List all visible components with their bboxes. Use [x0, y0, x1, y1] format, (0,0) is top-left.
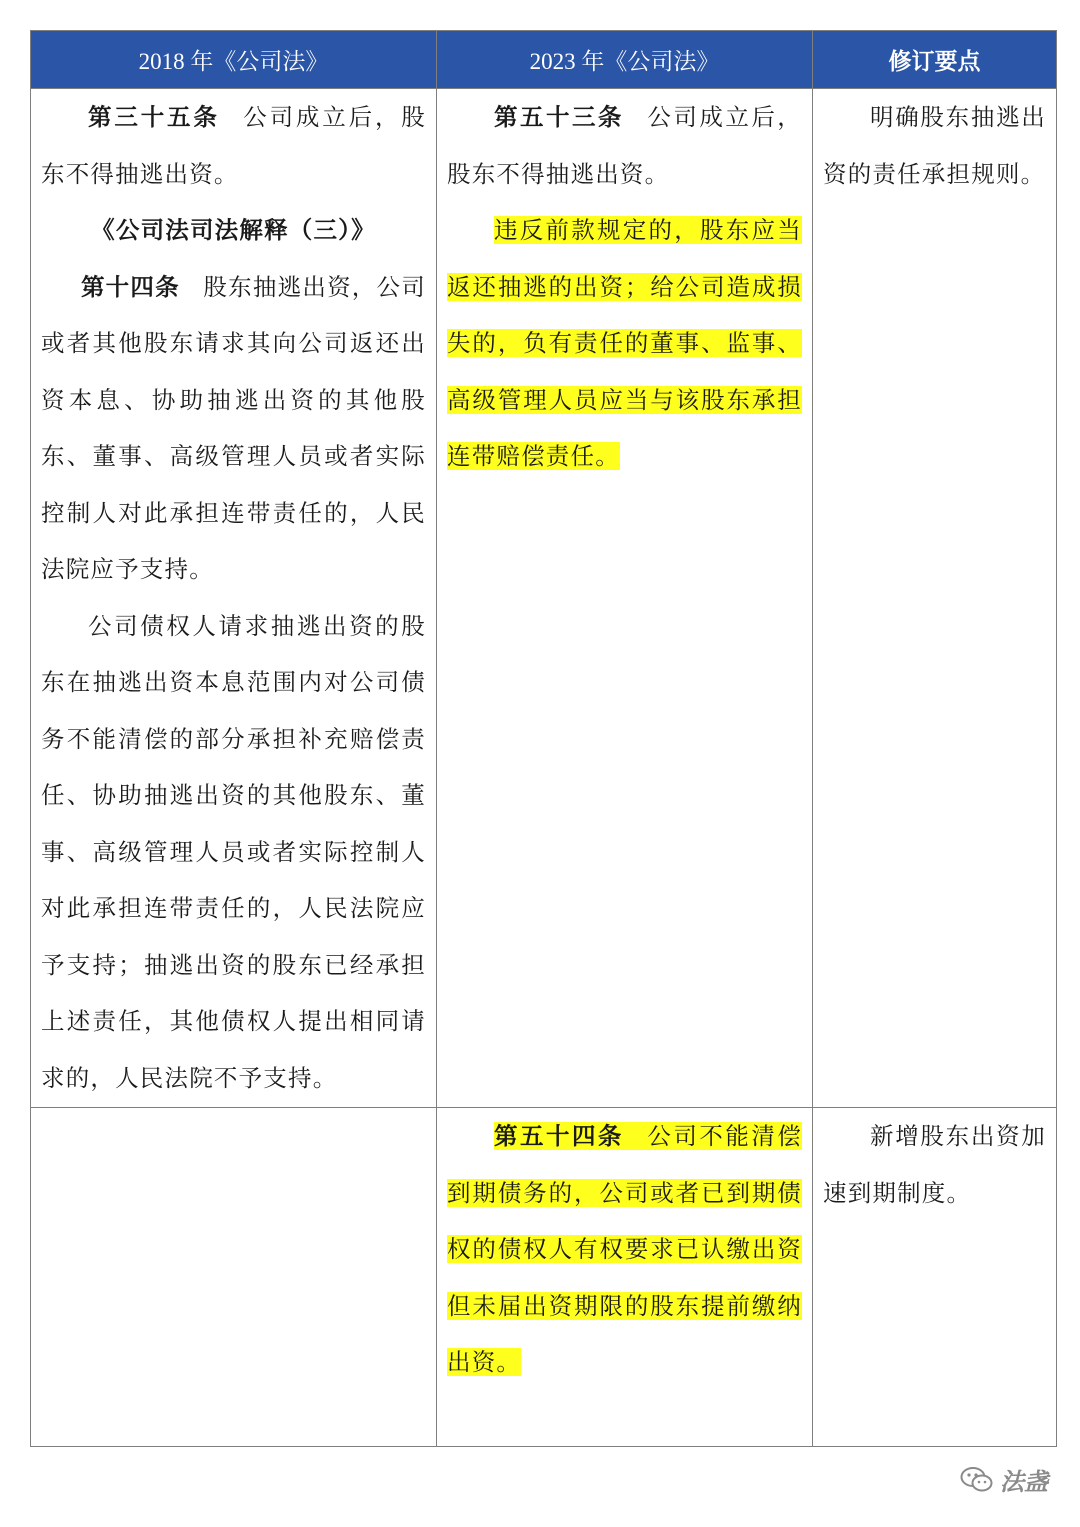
- article-number: 第三十五条: [88, 103, 220, 131]
- table-row: [31, 1108, 1057, 1447]
- old-law-cell-empty: [31, 1108, 437, 1447]
- article-text: 股东抽逃出资，公司或者其他股东请求其向公司返还出资本息、协助抽逃出资的其他股东、董事、高级管理人员或者实际控制人对此承担连带责任的，人民法院应予支持。: [41, 272, 426, 583]
- table-row: [31, 89, 1057, 1108]
- highlighted-text: 违反前款规定的，股东应当返还抽逃的出资；给公司造成损失的，负有责任的董事、监事、高级管理人员应当与该股东承担连带赔偿责任。: [447, 216, 802, 470]
- revision-note: 新增股东出资加速到期制度。: [823, 1122, 1046, 1207]
- article-text: 公司成立后，股东不得抽逃出资。: [447, 103, 803, 188]
- article-number: 第五十四条: [494, 1122, 624, 1150]
- revision-note-cell: [813, 89, 1057, 1108]
- table-header-row: [31, 31, 1057, 89]
- revision-note-cell: [813, 1108, 1057, 1447]
- header-2023-law: 2023 年《公司法》: [437, 31, 813, 89]
- new-law-cell: [437, 89, 813, 1108]
- revision-note: 明确股东抽逃出资的责任承担规则。: [823, 103, 1046, 188]
- watermark-label: 法盏: [1000, 1468, 1048, 1496]
- article-35-paragraph: [41, 89, 426, 202]
- header-revision-points: 修订要点: [813, 31, 1057, 89]
- article-14-paragraph: [41, 259, 426, 598]
- new-law-cell: [437, 1108, 813, 1447]
- law-comparison-table: [30, 30, 1057, 1447]
- article-54-paragraph: [447, 1108, 802, 1391]
- article-53-paragraph: [447, 89, 802, 202]
- article-number: 第五十三条: [494, 103, 624, 131]
- header-2018-law: 2018 年《公司法》: [31, 31, 437, 89]
- article-text: 公司成立后，股东不得抽逃出资。: [41, 103, 427, 188]
- article-53-paragraph-2: [447, 202, 802, 485]
- interpretation-title: 《公司法司法解释（三）》: [91, 216, 376, 244]
- wechat-icon: [960, 1466, 994, 1494]
- watermark: [960, 1462, 1048, 1497]
- article-number: 第十四条: [80, 272, 180, 301]
- article-14-paragraph-2: 公司债权人请求抽逃出资的股东在抽逃出资本息范围内对公司债务不能清偿的部分承担补充赔偿责任、协助抽逃出资的其他股东、董事、高级管理人员或者实际控制人对此承担连带责任的，人民法院应予支持；抽逃出资的股东已经承担上述责任，其他债权人提出相同请求的，人民法院不予支持。: [41, 611, 426, 1092]
- old-law-cell: [31, 89, 437, 1108]
- highlighted-text: [447, 1122, 802, 1376]
- article-text: 公司不能清偿到期债务的，公司或者已到期债权的债权人有权要求已认缴出资但未届出资期限的股东提前缴纳出资。: [447, 1122, 803, 1376]
